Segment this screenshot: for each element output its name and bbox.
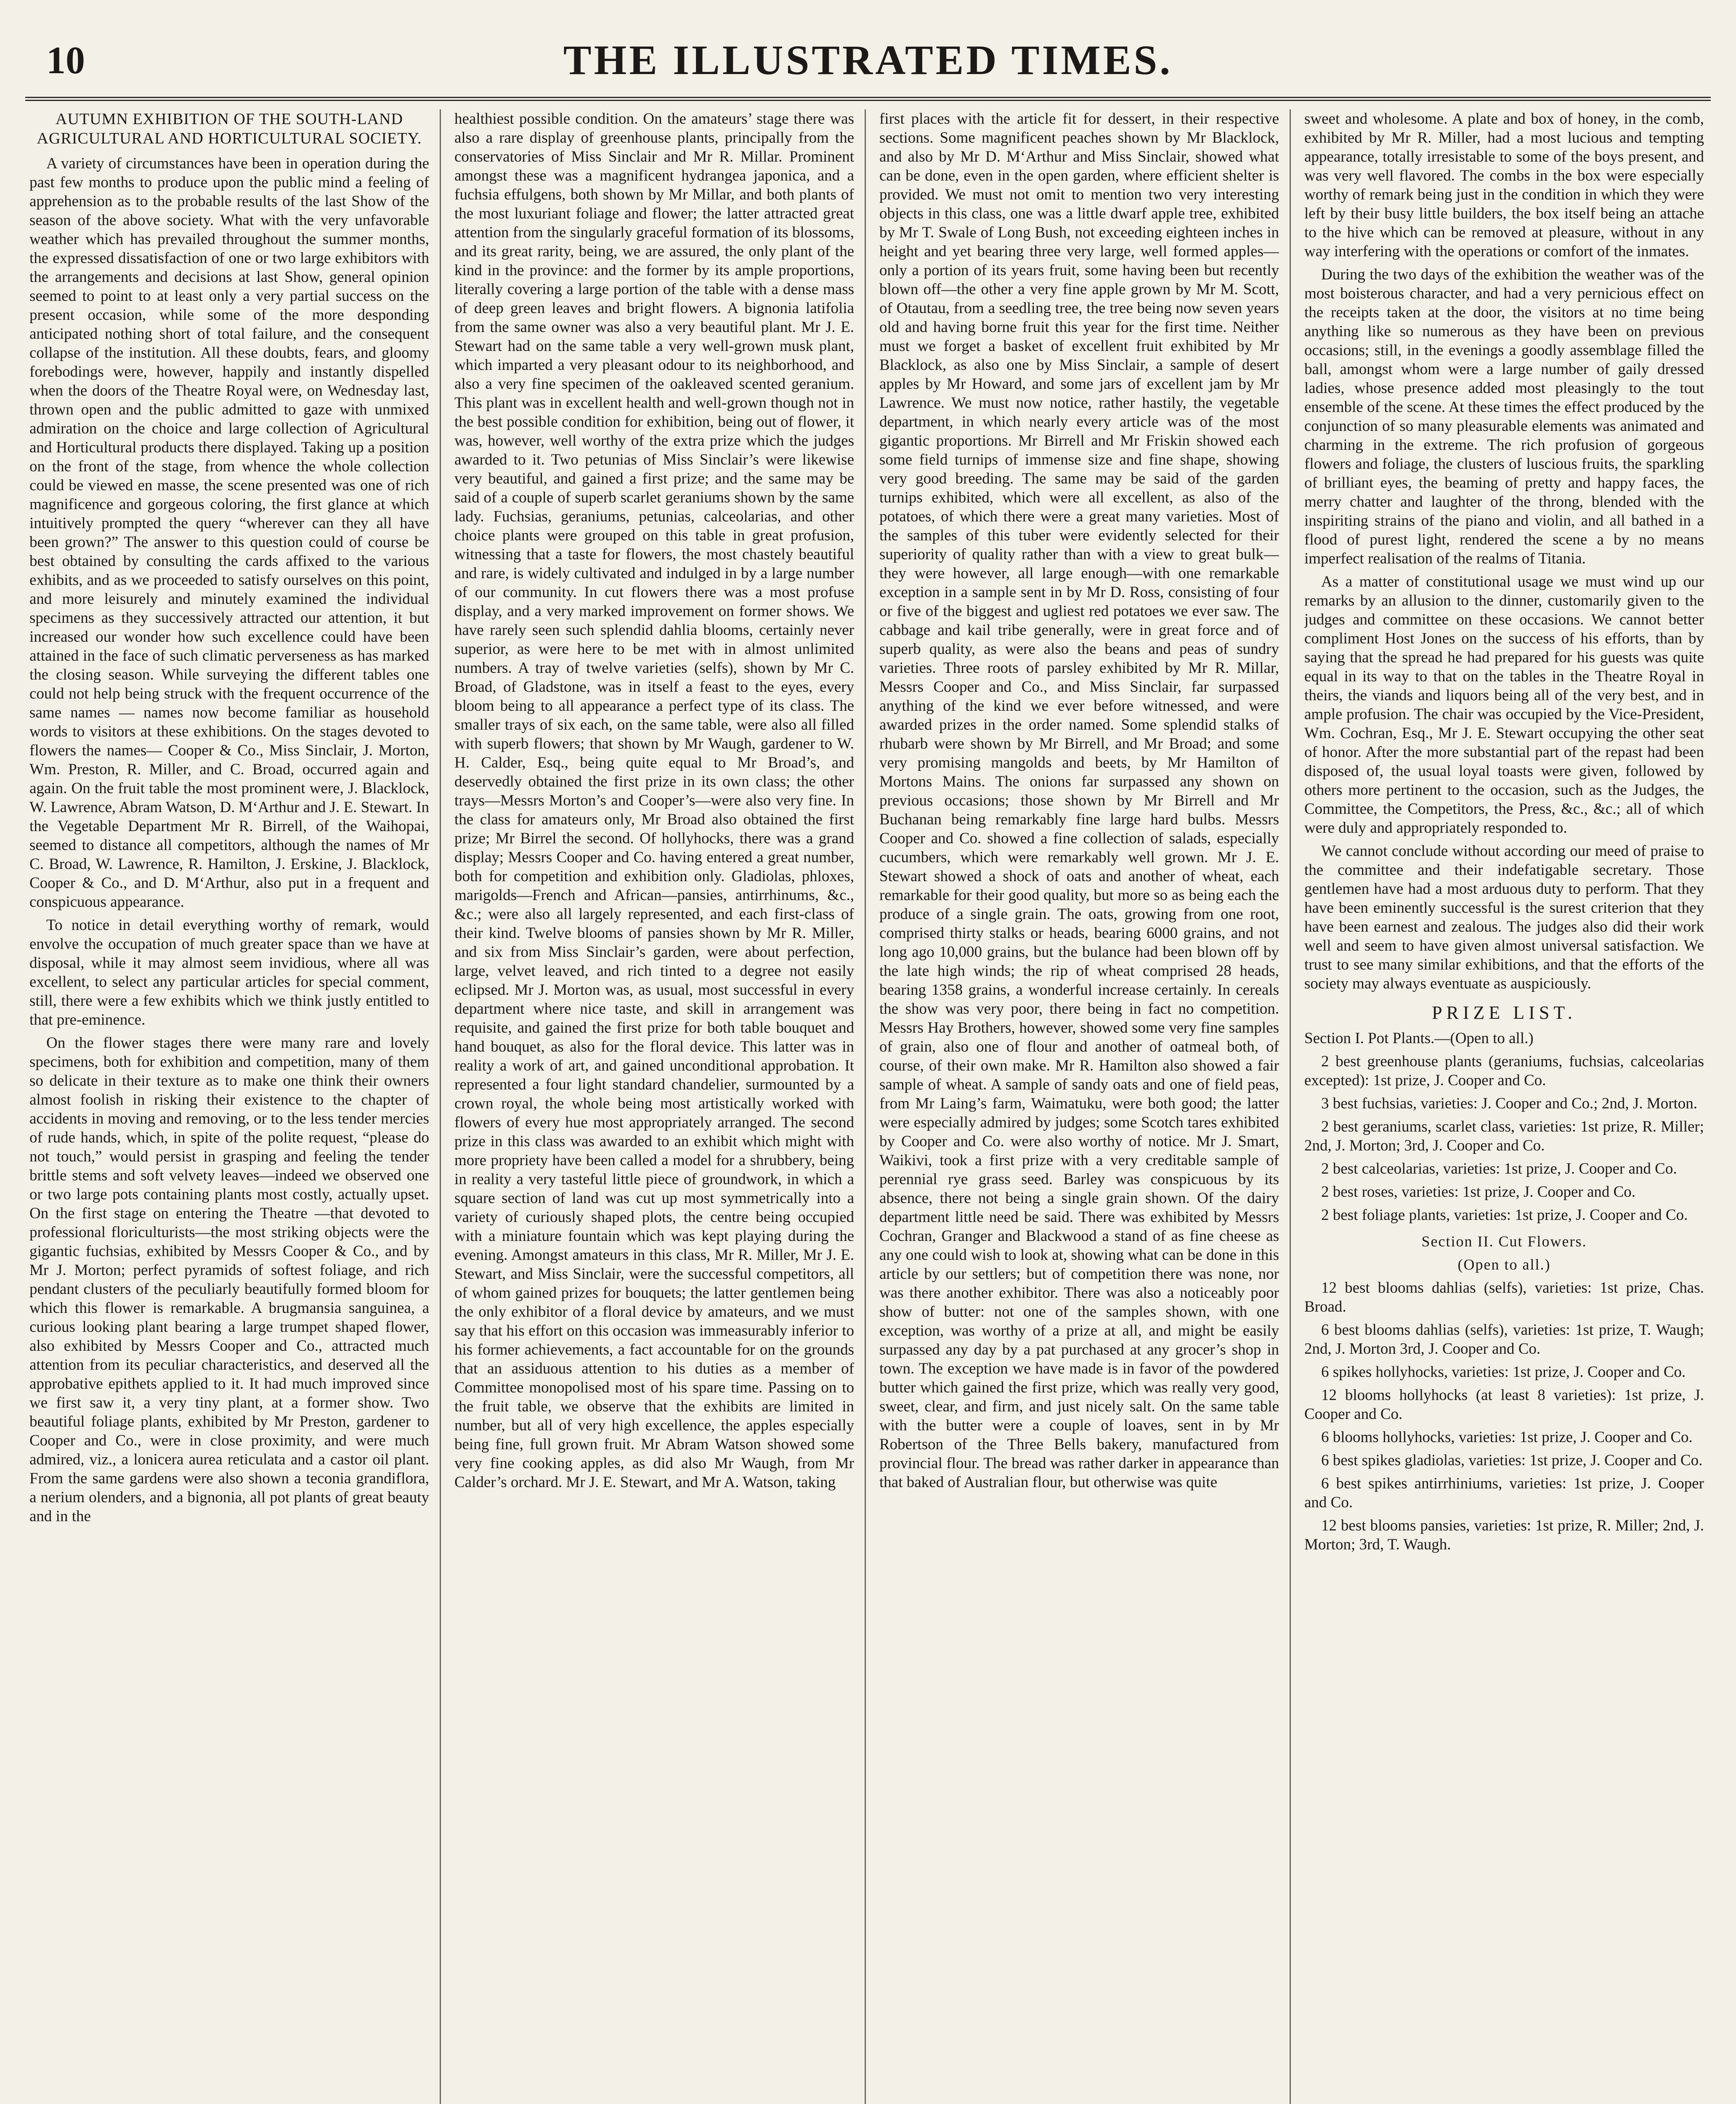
column-4: [1304, 109, 1704, 2104]
prize-item: 6 best blooms dahlias (selfs), varieties: 1st prize, T. Waugh; 2nd, J. Morton 3rd, J. Cooper and Co.: [1304, 1321, 1704, 1358]
paragraph: During the two days of the exhibition the weather was of the most boisterous character, and had a very pernicious effect on the receipts taken at the door, the visitors at no time being anything like so numerous as they have been on previous occasions; still, in the evenings a goodly assemblage filled the ball, amongst whom were a large number of gaily dressed ladies, whose presence added most pleasingly to the tout ensemble of the scene. At these times the effect produced by the conjunction of so many pleasurable elements was animated and charming in the extreme. The rich profusion of gorgeous flowers and foliage, the clusters of luscious fruits, the sparkling of brilliant eyes, the beaming of pretty and happy faces, the merry chatter and laughter of the throng, blended with the inspiriting strains of the piano and violin, and all bathed in a flood of purest light, rendered the scene a by no means imperfect realisation of the realms of Titania.: [1304, 266, 1704, 567]
prize-item: 12 blooms hollyhocks (at least 8 varieties): 1st prize, J. Cooper and Co.: [1304, 1387, 1704, 1423]
prize-item: 2 best foliage plants, varieties: 1st prize, J. Cooper and Co.: [1321, 1206, 1688, 1224]
prize-item: 6 blooms hollyhocks, varieties: 1st prize, J. Cooper and Co.: [1321, 1429, 1693, 1446]
prize-item: 6 best spikes antirrhiniums, varieties: 1st prize, J. Cooper and Co.: [1304, 1475, 1704, 1511]
masthead-title: THE ILLUSTRATED TIMES.: [563, 37, 1173, 83]
paragraph: To notice in detail everything worthy of remark, would envolve the occupation of much greater space than we have at disposal, while it may almost seem invidious, where all was excellent, to select any particular articles for special comment, still, there were a few exhibits which we think justly entitled to that pre-eminence.: [29, 917, 429, 1028]
prize-item: 2 best calceolarias, varieties: 1st prize, J. Cooper and Co.: [1321, 1160, 1677, 1177]
prize-item: 6 best spikes gladiolas, varieties: 1st prize, J. Cooper and Co.: [1321, 1452, 1703, 1469]
section-heading: Section II. Cut Flowers.: [1421, 1233, 1587, 1250]
paragraph: On the flower stages there were many rare and lovely specimens, both for exhibition and competition, many of them so delicate in their texture as to make one think their owners almost foolish in risking their existence to the chapter of accidents in moving and removing, or to the less tender mercies of rude hands, which, in spite of the polite request, “please do not touch,” would persist in grasping and feeling the tender brittle stems and soft velvety leaves—indeed we observed one or two large pots containing plants most costly, actually upset. On the first stage on entering the Theatre —that devoted to professional floriculturists—the most striking objects were the gigantic fuchsias, exhibited by Messrs Cooper & Co., and by Mr J. Morton; perfect pyramids of softest foliage, and rich pendant clusters of the peculiarly beautifully formed bloom for which this flower is remarkable. A brugmansia sanguinea, a curious looking plant bearing a large trumpet shaped flower, also exhibited by Messrs Cooper and Co., attracted much attention from its peculiar characteristics, and deserved all the approbative epithets applied to it. It had much improved since we first saw it, a very tiny plant, at a former show. Two beautiful foliage plants, exhibited by Mr Preston, gardener to Cooper and Co., were in close proximity, and were much admired, viz., a lonicera aurea reticulata and a castor oil plant. From the same gardens were also shown a teconia grandiflora, a nerium olenders, and a bignonia, all pot plants of great beauty and in the: [29, 1034, 429, 1525]
page-number: 10: [46, 39, 85, 82]
column-3: [879, 109, 1279, 2104]
prize-item: 2 best roses, varieties: 1st prize, J. Cooper and Co.: [1321, 1183, 1636, 1201]
paragraph: We cannot conclude without according our meed of praise to the committee and their indefatigable secretary. Those gentlemen have had a most arduous duty to perform. That they have been eminently successful is the surest criterion that they have been earnest and zealous. The judges also did their work well and seem to have given almost universal satisfaction. We trust to see many similar exhibitions, and that the efforts of the society may always eventuate as auspiciously.: [1304, 842, 1704, 992]
paragraph: healthiest possible condition. On the amateurs’ stage there was also a rare display of greenhouse plants, principally from the conservatories of Miss Sinclair and Mr R. Millar. Prominent amongst these was a magnificent hydrangea japonica, and a fuchsia effulgens, both shown by Mr Millar, and both plants of the most luxuriant foliage and flower; the latter attracted great attention from the singularly graceful formation of its blossoms, and its great rarity, being, we are assured, the only plant of the kind in the province: and the former by its ample proportions, literally covering a large portion of the table with a dense mass of deep green leaves and bright flowers. A bignonia latifolia from the same owner was also a very beautiful plant. Mr J. E. Stewart had on the same table a very well-grown musk plant, which imparted a very pleasant odour to its neighborhood, and also a very fine specimen of the oakleaved scented geranium. This plant was in excellent health and well-grown though not in the best possible condition for exhibition, being out of flower, it was, however, well worthy of the extra prize which the judges awarded to it. Two petunias of Miss Sinclair’s were likewise very beautiful, and gained a first prize; and the same may be said of a couple of superb scarlet geraniums shown by the same lady. Fuchsias, geraniums, petunias, calceolarias, and other choice plants were grouped on this table in great profusion, witnessing that a taste for flowers, the most chastely beautiful and rare, is widely cultivated and indulged in by a large number of our community. In cut flowers there was a most profuse display, and a very marked improvement on former shows. We have rarely seen such splendid dahlia blooms, certainly never superior, as were here to be met with in almost unlimited numbers. A tray of twelve varieties (selfs), shown by Mr C. Broad, of Gladstone, was in itself a feast to the eyes, every bloom being to all appearance a perfect type of its class. The smaller trays of six each, on the same table, were also all filled with superb flowers; that shown by Mr Waugh, gardener to W. H. Calder, Esq., being quite equal to Mr Broad’s, and deservedly obtained the first prize in its own class; the other trays—Messrs Morton’s and Cooper’s—were also very fine. In the class for amateurs only, Mr Broad also obtained the first prize; Mr Birrel the second. Of hollyhocks, there was a grand display; Messrs Cooper and Co. having entered a great number, both for competition and exhibition only. Gladiolas, phloxes, marigolds—French and African—pansies, antirrhinums, &c., &c.; were also all largely represented, and each first-class of their kind. Twelve blooms of pansies shown by Mr R. Miller, and six from Miss Sinclair’s garden, were about perfection, large, velvet leaved, and rich tinted to a degree not easily eclipsed. Mr J. Morton was, as usual, most successful in every department where nice taste, and skill in arrangement was requisite, and gained the first prize for both table bouquet and hand bouquet, as also for the floral device. This latter was in reality a work of art, and gained unconditional approbation. It represented a four light standard chandelier, surmounted by a crown royal, the whole being most artistically worked with flowers of every hue most appropriately arranged. The second prize in this class was awarded to an exhibit which might with more propriety have been called a model for a shrubbery, being in reality a very tasteful little piece of groundwork, in which a square section of land was cut up most symmetrically into a variety of curiously shaped plots, the centre being occupied with a miniature fountain which was kept playing during the evening. Amongst amateurs in this class, Mr R. Miller, Mr J. E. Stewart, and Miss Sinclair, were the successful competitors, all of whom gained prizes for bouquets; the latter gentlemen being the only exhibitor of a floral device by amateurs, and we must say that his effort on this occasion was immeasurably inferior to his former achievements, a fact accountable for on the grounds that an assiduous attention to his duties as a member of Committee monopolised most of his spare time. Passing on to the fruit table, we observe that the exhibits are limited in number, but all of very high excellence, the apples especially being fine, full grown fruit. Mr Abram Watson showed some very fine cooking apples, as did also Mr Waugh, from Mr Calder’s orchard. Mr J. E. Stewart, and Mr A. Watson, taking: [454, 110, 854, 1491]
section-heading: Section I. Pot Plants.—(Open to all.): [1304, 1030, 1534, 1047]
article-columns: [29, 109, 1708, 2104]
prize-item: 6 spikes hollyhocks, varieties: 1st prize, J. Cooper and Co.: [1321, 1363, 1686, 1381]
prize-item: 12 best blooms dahlias (selfs), varieties: 1st prize, Chas. Broad.: [1304, 1279, 1704, 1315]
prize-item: 3 best fuchsias, varieties: J. Cooper and Co.; 2nd, J. Morton.: [1321, 1095, 1698, 1112]
prize-list-title: PRIZE LIST.: [1432, 1002, 1577, 1023]
article-heading: AUTUMN EXHIBITION OF THE SOUTH-LAND AGRICULTURAL AND HORTICULTURAL SOCIETY.: [37, 110, 422, 147]
prize-item: 12 best blooms pansies, varieties: 1st prize, R. Miller; 2nd, J. Morton; 3rd, T. Waugh.: [1304, 1517, 1704, 1553]
paragraph: A variety of circumstances have been in operation during the past few months to produce upon the public mind a feeling of apprehension as to the probable results of the last Show of the season of the above society. What with the very unfavorable weather which has prevailed throughout the summer months, the expressed dissatisfaction of one or two large exhibitors with the arrangements and decisions at last Show, general opinion seemed to point to at least only a very partial success on the present occasion, while some of the more desponding anticipated nothing short of total failure, and the consequent collapse of the institution. All these doubts, fears, and gloomy forebodings were, however, happily and instantly dispelled when the doors of the Theatre Royal were, on Wednesday last, thrown open and the public admitted to gaze with unmixed admiration on the choice and large collection of Agricultural and Horticultural products there displayed. Taking up a position on the front of the stage, from whence the whole collection could be viewed en masse, the scene presented was one of rich magnificence and gorgeous coloring, the first glance at which intuitively prompted the query “wherever can they all have been grown?” The answer to this question could of course be best obtained by consulting the cards affixed to the various exhibits, and as we proceeded to satisfy ourselves on this point, and more leisurely and minutely examined the individual specimens as they successively attracted our attention, it but increased our wonder how such excellence could have been attained in the face of such climatic perverseness as has marked the closing season. While surveying the different tables one could not help being struck with the frequent occurrence of the same names — names now become familiar as household words to visitors at these exhibitions. On the stages devoted to flowers the names— Cooper & Co., Miss Sinclair, J. Morton, Wm. Preston, R. Miller, and C. Broad, occurred again and again. On the fruit table the most prominent were, J. Blacklock, W. Lawrence, Abram Watson, D. M‘Arthur and J. E. Stewart. In the Vegetable Department Mr R. Birrell, of the Waihopai, seemed to distance all competitors, although the names of Mr C. Broad, W. Lawrence, R. Hamilton, J. Erskine, J. Blacklock, Cooper & Co., and D. M‘Arthur, also put in a frequent and conspicuous appearance.: [29, 155, 429, 911]
prize-item: 2 best greenhouse plants (geraniums, fuchsias, calceolarias excepted): 1st prize, J. Cooper and Co.: [1304, 1053, 1704, 1089]
paragraph: first places with the article fit for dessert, in their respective sections. Some magnificent peaches shown by Mr Blacklock, and also by Mr D. M‘Arthur and Miss Sinclair, showed what can be done, even in the open garden, where efficient shelter is provided. We must not omit to mention two very interesting objects in this class, one was a little dwarf apple tree, exhibited by Mr T. Swale of Long Bush, not exceeding eighteen inches in height and yet bearing three very large, well formed apples—only a portion of its years fruit, some having been but recently blown off—the other a very fine apple grown by Mr M. Scott, of Otautau, from a seedling tree, the tree being now seven years old and having borne fruit this year for the first time. Neither must we forget a basket of excellent fruit exhibited by Mr Blacklock, as also one by Miss Sinclair, a sample of desert apples by Mr Howard, and some jars of excellent jam by Mr Lawrence. We must now notice, rather hastily, the vegetable department, in which nearly every article was of the most gigantic proportions. Mr Birrell and Mr Friskin showed each some field turnips of immense size and fine shape, showing very good breeding. The same may be said of the garden turnips exhibited, which were all excellent, as also of the potatoes, of which there were a great many varieties. Most of the samples of this tuber were evidently selected for their superiority of quality rather than with a view to great bulk—they were however, all large enough—with one remarkable exception in a sample sent in by Mr D. Ross, consisting of four or five of the biggest and ugliest red potatoes we ever saw. The cabbage and kail tribe generally, were in great force and of superb quality, as were also the beans and peas of sundry varieties. Three roots of parsley exhibited by Mr R. Millar, Messrs Cooper and Co., and Miss Sinclair, far surpassed anything of the kind we ever before witnessed, and were awarded prizes in the order named. Some splendid stalks of rhubarb were shown by Mr Birrell, and Mr Broad; and some very promising mangolds and beets, by Mr Hamilton of Mortons Mains. The onions far surpassed any shown on previous occasions; those shown by Mr Birrell and Mr Buchanan being remarkably fine large hard bulbs. Messrs Cooper and Co. showed a fine collection of salads, especially cucumbers, which were remarkably well grown. Mr J. E. Stewart showed a shock of oats and another of wheat, each remarkable for their good quality, but more so as being each the produce of a single grain. The oats, growing from one root, comprised thirty stalks or heads, bearing 6000 grains, and not long ago 10,000 grains, but the bulance had been blown off by the late high winds; the rip of wheat comprised 28 heads, bearing 1358 grains, a wonderful increase certainly. In cereals the show was very poor, there being in fact no competition. Messrs Hay Brothers, however, showed some very fine samples of grain, also one of flour and another of oatmeal both, of course, of their own make. Mr R. Hamilton also showed a fair sample of wheat. A sample of sandy oats and one of field peas, from Mr Laing’s farm, Waimatuku, were both good; the latter were especially admired by judges; some Scotch tares exhibited by Cooper and Co. were also worthy of notice. Mr J. Smart, Waikivi, took a first prize with a very creditable sample of perennial rye grass seed. Barley was conspicuous by its absence, there not being a single grain shown. Of the dairy department little need be said. There was exhibited by Messrs Cochran, Granger and Blackwood a stand of as fine cheese as any one could wish to look at, showing what can be done in this article by our settlers; but of competition there was none, nor was there another exhibitor. There was also a noticeably poor show of butter: not one of the samples shown, with one exception, was worthy of a prize at all, and might be easily surpassed any day by a pat purchased at any grocer’s shop in town. The exception we have made is in favor of the powdered butter which gained the first prize, which was really very good, sweet, clear, and firm, and just nicely salt. On the same table with the butter were a couple of loaves, sent in by Mr Robertson of the Three Bells bakery, manufactured from provincial flour. The bread was rather darker in appearance than that baked of Australian flour, but otherwise was quite: [879, 110, 1279, 1491]
prize-item: 2 best geraniums, scarlet class, varieties: 1st prize, R. Miller; 2nd, J. Morton; 3rd, J. Cooper and Co.: [1304, 1118, 1704, 1154]
paragraph: sweet and wholesome. A plate and box of honey, in the comb, exhibited by Mr R. Miller, had a most lucious and tempting appearance, totally irresistable to some of the boys present, and was very well flavored. The combs in the box were especially worthy of remark being just in the condition in which they were left by their busy little builders, the box itself being an attache to the hive which can be removed at pleasure, without in any way interfering with the operations or comfort of the inmates.: [1304, 110, 1704, 260]
section-subheading: (Open to all.): [1457, 1256, 1551, 1273]
column-2: [454, 109, 854, 2104]
paragraph: As a matter of constitutional usage we must wind up our remarks by an allusion to the dinner, customarily given to the judges and committee on these occasions. We cannot better compliment Host Jones on the success of his efforts, than by saying that the spread he had prepared for his guests was quite equal in its way to that on the tables in the Theatre Royal in theirs, the viands and liquors being all of the very best, and in ample profusion. The chair was occupied by the Vice-President, Wm. Cochran, Esq., Mr J. E. Stewart occupying the other seat of honor. After the more substantial part of the repast had been disposed of, the usual loyal toasts were given, followed by others more pertinent to the occasion, such as the Judges, the Committee, the Competitors, the Press, &c., &c.; all of which were duly and appropriately responded to.: [1304, 573, 1704, 837]
page-header: [25, 25, 1711, 101]
column-1: [29, 109, 429, 2104]
